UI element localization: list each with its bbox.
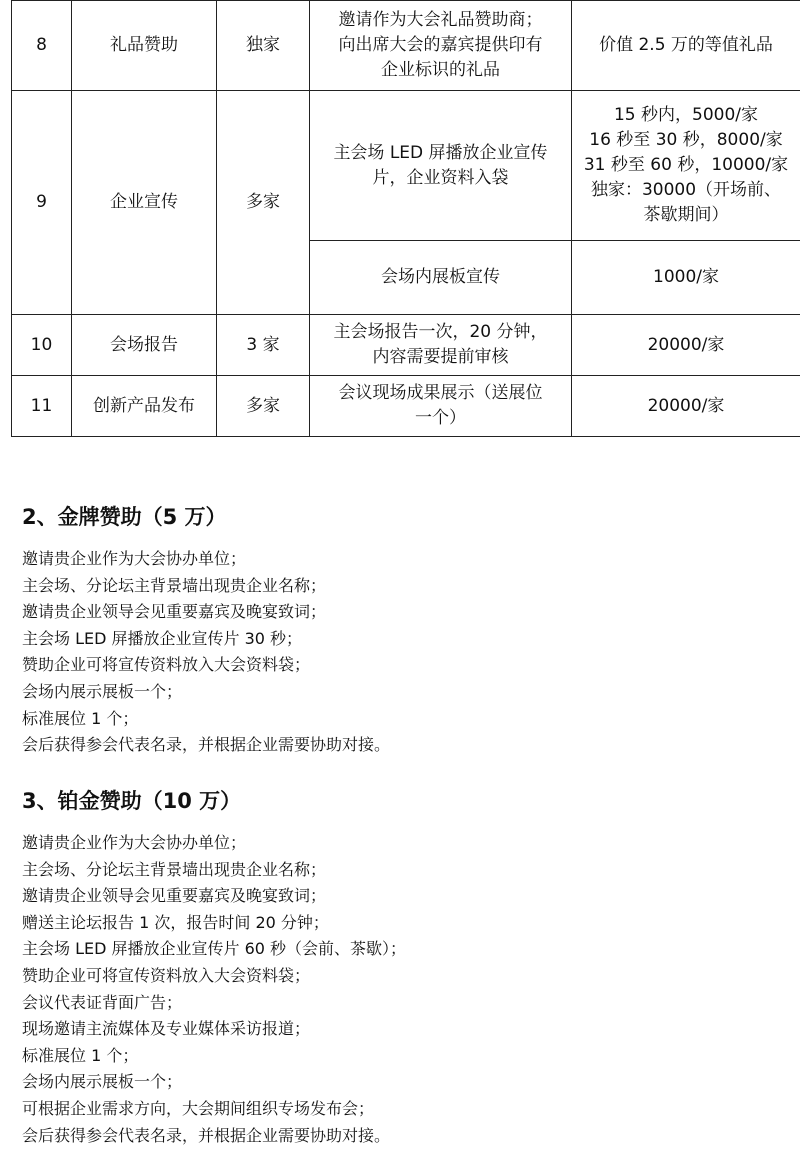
- list-item: 现场邀请主流媒体及专业媒体采访报道；: [22, 1016, 406, 1043]
- list-item: 标准展位 1 个；: [22, 1043, 406, 1070]
- list-item: 邀请贵企业领导会见重要嘉宾及晚宴致词；: [22, 883, 406, 910]
- list-item: 主会场 LED 屏播放企业宣传片 30 秒；: [22, 626, 390, 653]
- sponsor-item: 会场报告: [72, 315, 217, 376]
- row-number: 10: [12, 315, 72, 376]
- list-item: 主会场、分论坛主背景墙出现贵企业名称；: [22, 857, 406, 884]
- platinum-sponsorship-section: [22, 786, 406, 1149]
- sponsorship-table: [11, 0, 800, 437]
- sponsor-item: 企业宣传: [72, 91, 217, 315]
- table-row: [12, 91, 800, 241]
- sponsor-content: 会议现场成果展示（送展位 一个）: [310, 376, 572, 437]
- table-row: [12, 1, 800, 91]
- sponsor-price: 15 秒内，5000/家 16 秒至 30 秒，8000/家 31 秒至 60 秒，10000/家 独家：30000（开场前、 茶歇期间）: [572, 91, 800, 241]
- list-item: 主会场 LED 屏播放企业宣传片 60 秒（会前、茶歇）；: [22, 936, 406, 963]
- sponsor-item: 礼品赞助: [72, 1, 217, 91]
- sponsor-price: 价值 2.5 万的等值礼品: [572, 1, 800, 91]
- gold-sponsorship-section: [22, 502, 390, 759]
- row-number: 8: [12, 1, 72, 91]
- sponsor-quantity: 3 家: [217, 315, 310, 376]
- list-item: 会议代表证背面广告；: [22, 990, 406, 1017]
- list-item: 赠送主论坛报告 1 次，报告时间 20 分钟；: [22, 910, 406, 937]
- list-item: 邀请贵企业领导会见重要嘉宾及晚宴致词；: [22, 599, 390, 626]
- sponsor-item: 创新产品发布: [72, 376, 217, 437]
- sponsor-price: 20000/家: [572, 376, 800, 437]
- sponsor-price: 20000/家: [572, 315, 800, 376]
- list-item: 赞助企业可将宣传资料放入大会资料袋；: [22, 652, 390, 679]
- list-item: 主会场、分论坛主背景墙出现贵企业名称；: [22, 573, 390, 600]
- sponsor-content: 邀请作为大会礼品赞助商； 向出席大会的嘉宾提供印有 企业标识的礼品: [310, 1, 572, 91]
- row-number: 9: [12, 91, 72, 315]
- sponsor-quantity: 独家: [217, 1, 310, 91]
- list-item: 会后获得参会代表名录，并根据企业需要协助对接。: [22, 1123, 406, 1149]
- list-item: 会后获得参会代表名录，并根据企业需要协助对接。: [22, 732, 390, 759]
- list-item: 邀请贵企业作为大会协办单位；: [22, 546, 390, 573]
- list-item: 赞助企业可将宣传资料放入大会资料袋；: [22, 963, 406, 990]
- list-item: 会场内展示展板一个；: [22, 1069, 406, 1096]
- list-item: 会场内展示展板一个；: [22, 679, 390, 706]
- sponsor-quantity: 多家: [217, 376, 310, 437]
- sponsor-content: 主会场报告一次，20 分钟， 内容需要提前审核: [310, 315, 572, 376]
- sponsor-content: 主会场 LED 屏播放企业宣传 片，企业资料入袋: [310, 91, 572, 241]
- list-item: 可根据企业需求方向，大会期间组织专场发布会；: [22, 1096, 406, 1123]
- table-row: [12, 376, 800, 437]
- list-item: 邀请贵企业作为大会协办单位；: [22, 830, 406, 857]
- section-title: 3、铂金赞助（10 万）: [22, 786, 406, 816]
- section-title: 2、金牌赞助（5 万）: [22, 502, 390, 532]
- sponsor-quantity: 多家: [217, 91, 310, 315]
- list-item: 标准展位 1 个；: [22, 706, 390, 733]
- table-row: [12, 315, 800, 376]
- sponsor-price: 1000/家: [572, 241, 800, 315]
- row-number: 11: [12, 376, 72, 437]
- sponsor-content: 会场内展板宣传: [310, 241, 572, 315]
